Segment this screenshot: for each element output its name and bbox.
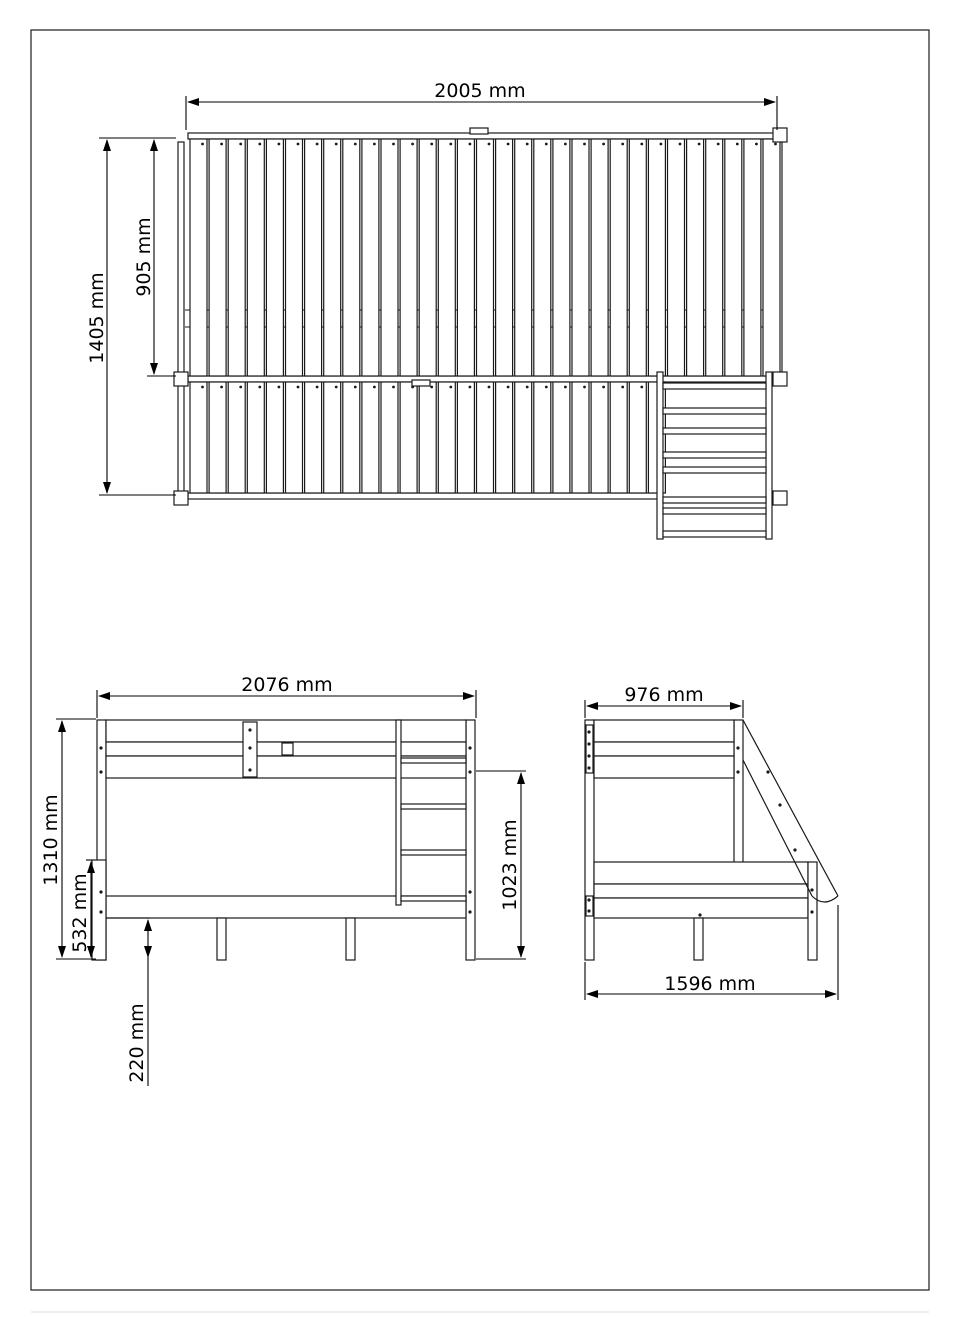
top-view-ladder: [657, 372, 772, 539]
slat: [591, 139, 608, 376]
slat: [572, 382, 589, 493]
dimension-label: 976 mm: [624, 684, 704, 706]
top-view-post: [773, 128, 787, 142]
top-view-post: [773, 372, 787, 386]
slat: [477, 382, 494, 493]
top-view-left-rail: [178, 142, 184, 494]
slat: [457, 139, 474, 376]
slat: [496, 382, 513, 493]
slat: [534, 139, 551, 376]
slat: [438, 139, 455, 376]
slat: [266, 382, 283, 493]
slat: [228, 382, 245, 493]
slat: [496, 139, 513, 376]
dimension-label: 2076 mm: [241, 674, 333, 696]
slat: [305, 139, 322, 376]
slat: [477, 139, 494, 376]
slat: [381, 139, 398, 376]
dimension-front-lower-height: [69, 860, 92, 957]
top-view-post: [773, 491, 787, 505]
slat: [610, 139, 627, 376]
slat: [209, 139, 226, 376]
slat: [706, 139, 723, 376]
dimension-label: 2005 mm: [434, 80, 526, 102]
dimension-side-top-width: [585, 684, 743, 718]
slat: [687, 139, 704, 376]
slat: [744, 139, 761, 376]
slat: [190, 382, 207, 493]
slat: [515, 382, 532, 493]
slat: [381, 382, 398, 493]
slat: [400, 139, 417, 376]
slat: [515, 139, 532, 376]
dimension-label: 1310 mm: [40, 794, 62, 886]
slat: [419, 139, 436, 376]
dimension-label: 1023 mm: [499, 819, 521, 911]
slat: [247, 139, 264, 376]
front-view: [92, 720, 475, 960]
slat: [534, 382, 551, 493]
slat: [324, 382, 341, 493]
slat: [343, 139, 360, 376]
dimension-front-width: [97, 674, 476, 718]
dimension-label: 1596 mm: [664, 973, 756, 995]
top-view-lower-slats: [190, 382, 665, 493]
top-view-middle-rail: [188, 376, 774, 382]
slat: [629, 382, 646, 493]
slat: [668, 139, 685, 376]
slat: [591, 382, 608, 493]
slat: [572, 139, 589, 376]
slat: [725, 139, 742, 376]
dimension-front-clearance: [106, 918, 150, 1086]
slat: [228, 139, 245, 376]
slat: [419, 382, 436, 493]
slat: [553, 382, 570, 493]
top-view-post: [174, 491, 188, 505]
slat: [324, 139, 341, 376]
slat: [305, 382, 322, 493]
side-view: [585, 720, 838, 960]
slat: [266, 139, 283, 376]
slat: [190, 139, 207, 376]
dimension-label: 1405 mm: [86, 272, 108, 364]
slat: [457, 382, 474, 493]
slat: [286, 139, 303, 376]
dimension-top-depth-upper: [133, 140, 176, 376]
slat: [362, 139, 379, 376]
slat: [247, 382, 264, 493]
slat: [648, 139, 665, 376]
slat: [209, 382, 226, 493]
slat: [610, 382, 627, 493]
dimension-label: 532 mm: [69, 873, 91, 953]
slat: [343, 382, 360, 493]
dimension-label: 905 mm: [133, 217, 155, 297]
side-view-upper-right-post: [734, 720, 743, 868]
dimension-front-ladder-height: [476, 771, 526, 959]
top-view-post: [174, 372, 188, 386]
top-view: [174, 128, 787, 539]
front-view-right-post: [466, 720, 475, 960]
top-view-front-rail: [188, 493, 658, 499]
dimension-top-depth-total: [86, 138, 176, 495]
slat: [286, 382, 303, 493]
slat: [438, 382, 455, 493]
top-view-upper-slats: [190, 139, 780, 376]
slat: [400, 382, 417, 493]
slat: [763, 139, 780, 376]
slat: [553, 139, 570, 376]
slat: [629, 139, 646, 376]
dimension-top-width: [186, 80, 777, 130]
slat: [362, 382, 379, 493]
dimension-label: 220 mm: [126, 1003, 148, 1083]
dimension-side-total-width: [585, 905, 838, 1000]
